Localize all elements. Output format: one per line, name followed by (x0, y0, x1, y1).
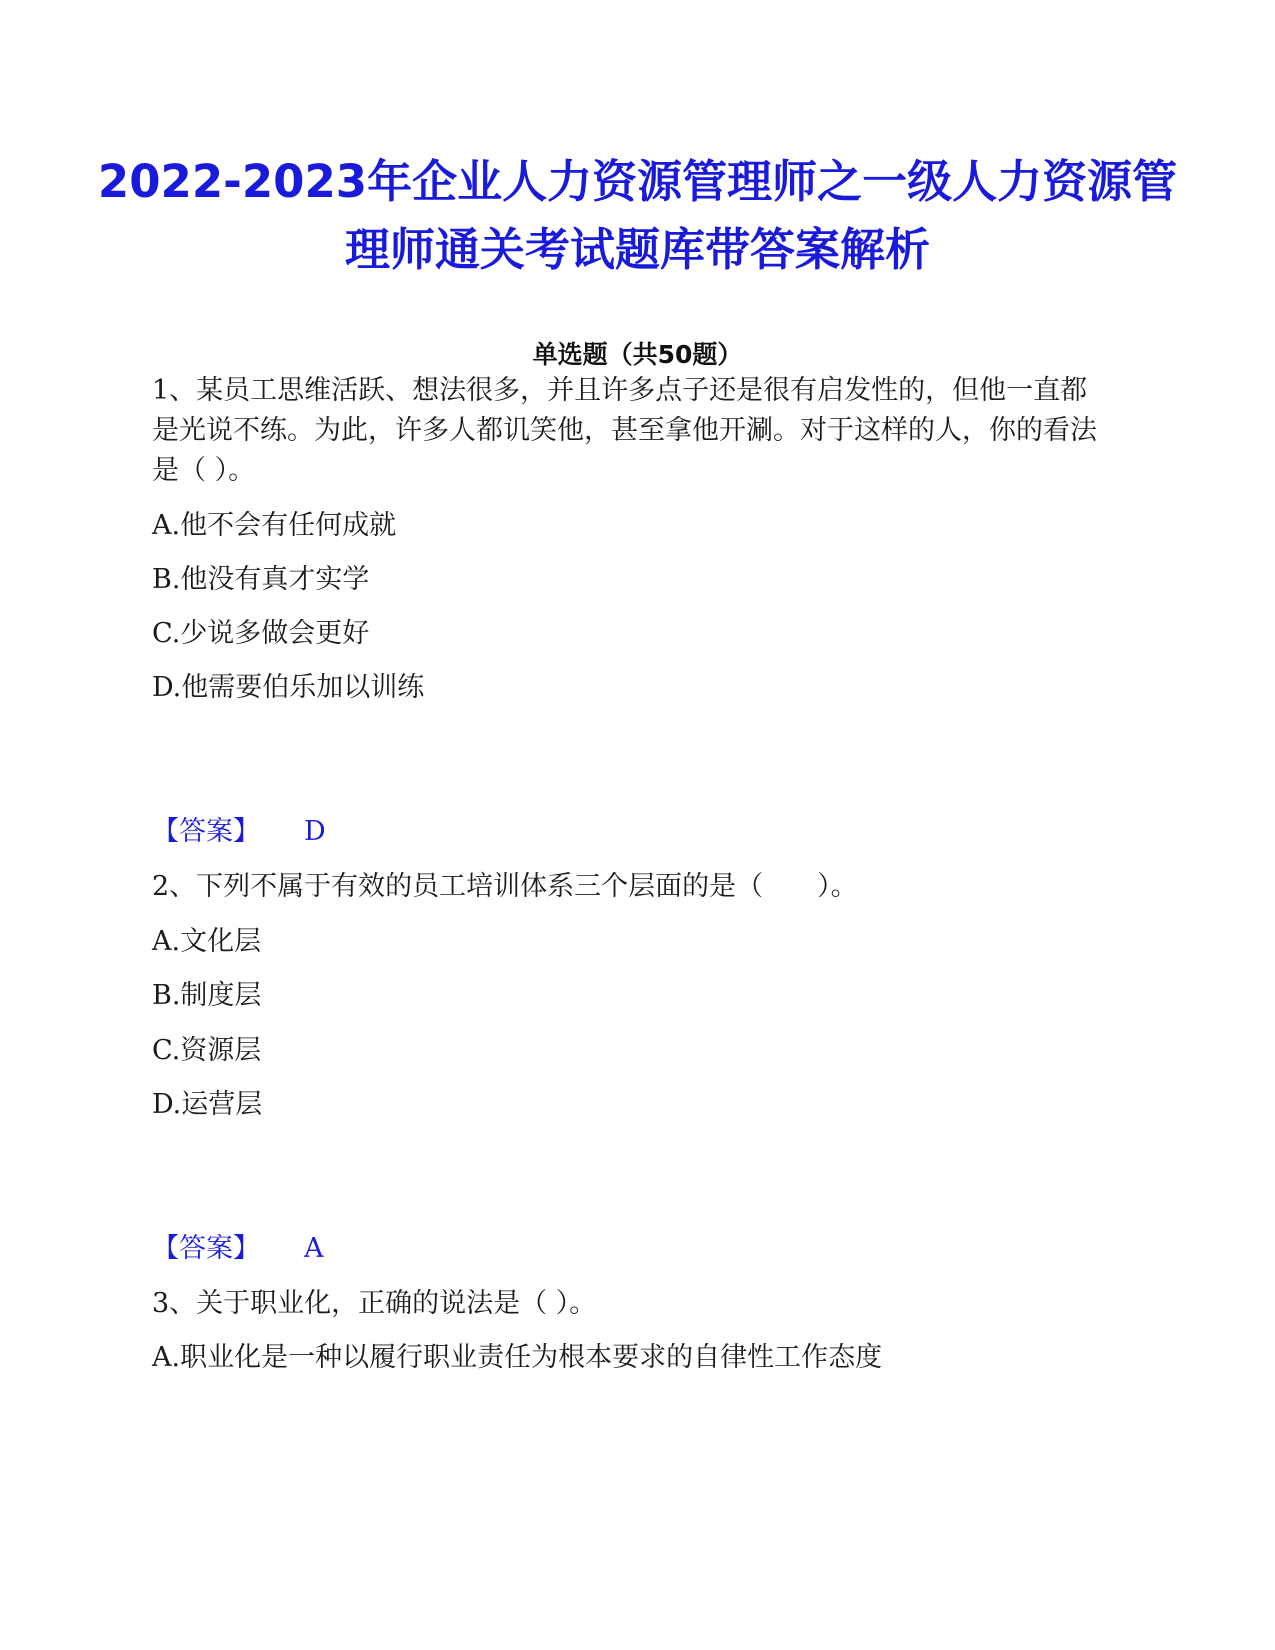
question-stem: 3、关于职业化，正确的说法是（ ）。 (152, 1288, 597, 1319)
question-stem: 1、某员工思维活跃、想法很多，并且许多点子还是很有启发性的，但他一直都是光说不练。为此，许多人都讥笑他，甚至拿他开涮。对于这样的人，你的看法是（ ）。 (152, 375, 1097, 486)
option-c: C.少说多做会更好 (152, 618, 370, 649)
option-d: D.运营层 (152, 1089, 263, 1120)
option-b: B.他没有真才实学 (152, 564, 370, 595)
answer-value: D (304, 816, 326, 847)
option-d: D.他需要伯乐加以训练 (152, 672, 425, 703)
answer-label: 【答案】 (152, 816, 260, 847)
answer-label: 【答案】 (152, 1233, 260, 1264)
answer-value: A (304, 1233, 324, 1264)
option-a: A.职业化是一种以履行职业责任为根本要求的自律性工作态度 (152, 1342, 883, 1373)
question-stem: 2、下列不属于有效的员工培训体系三个层面的是（ ）。 (152, 871, 858, 902)
option-a: A.文化层 (152, 926, 262, 957)
section-heading: 单选题（共50题） (532, 340, 743, 369)
option-c: C.资源层 (152, 1035, 262, 1066)
answer-line (152, 812, 326, 852)
answer-line (152, 1229, 324, 1269)
option-a: A.他不会有任何成就 (152, 510, 397, 541)
option-b: B.制度层 (152, 980, 262, 1011)
page-title: 2022-2023年企业人力资源管理师之一级人力资源管理师通关考试题库带答案解析 (97, 155, 1178, 276)
